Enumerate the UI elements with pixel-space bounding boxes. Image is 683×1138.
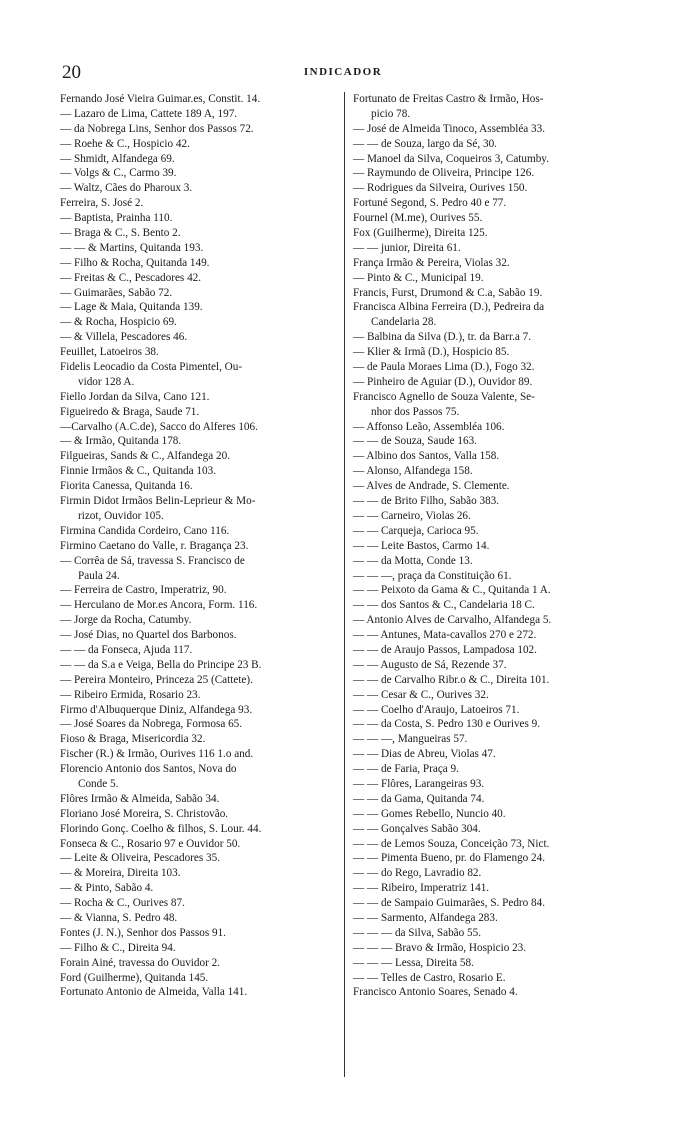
- left-column: [60, 92, 348, 1000]
- directory-entry: Fernando José Vieira Guimar.es, Constit. 14.: [60, 93, 261, 105]
- directory-entry: Floriano José Moreira, S. Christovão.: [60, 807, 229, 820]
- directory-entry: — Jorge da Rocha, Catumby.: [60, 614, 192, 627]
- directory-entry: — — Sarmento, Alfandega 283.: [353, 911, 498, 924]
- directory-entry: — Pinto & C., Municipal 19.: [353, 271, 484, 284]
- directory-entry: — Klier & Irmã (D.), Hospicio 85.: [353, 346, 510, 359]
- directory-entry: — Corrêa de Sá, travessa S. Francisco de: [60, 554, 245, 567]
- directory-entry: — — Coelho d'Araujo, Latoeiros 71.: [353, 703, 520, 716]
- page-title: INDICADOR: [303, 66, 383, 78]
- directory-entry: Fonseca & C., Rosario 97 e Ouvidor 50.: [60, 837, 241, 850]
- directory-entry: Firmin Didot Irmãos Belin-Leprieur & Mo-: [60, 495, 256, 508]
- directory-entry: — — da Gama, Quitanda 74.: [353, 792, 485, 805]
- directory-entry: — Antonio Alves de Carvalho, Alfandega 5.: [353, 614, 552, 627]
- directory-entry: Francisco Antonio Soares, Senado 4.: [353, 986, 518, 999]
- directory-entry: — Pereira Monteiro, Princeza 25 (Cattete).: [60, 673, 253, 686]
- directory-entry: — — Gonçalves Sabão 304.: [353, 822, 481, 835]
- directory-entry: — Baptista, Prainha 110.: [60, 212, 173, 225]
- directory-entry: Firmo d'Albuquerque Diniz, Alfandega 93.: [60, 703, 253, 716]
- directory-entry: Francisco Agnello de Souza Valente, Se-: [353, 390, 535, 403]
- directory-entry: Fox (Guilherme), Direita 125.: [353, 227, 488, 240]
- directory-entry: — — do Rego, Lavradio 82.: [353, 867, 482, 880]
- directory-entry: — — de Brito Filho, Sabão 383.: [353, 495, 500, 508]
- directory-entry: — — da Motta, Conde 13.: [353, 554, 473, 567]
- directory-entry: Fiorita Canessa, Quitanda 16.: [60, 480, 193, 493]
- directory-entry: — — Augusto de Sá, Rezende 37.: [353, 658, 507, 671]
- directory-entry: — Alves de Andrade, S. Clemente.: [353, 480, 510, 493]
- directory-entry: — José de Almeida Tinoco, Assembléa 33.: [353, 122, 546, 135]
- directory-entry: Forain Ainé, travessa do Ouvidor 2.: [60, 956, 221, 969]
- right-column: [349, 92, 641, 1000]
- directory-entry: — Filho & Rocha, Quitanda 149.: [60, 256, 210, 269]
- directory-entry: — Balbina da Silva (D.), tr. da Barr.a 7.: [353, 331, 532, 344]
- directory-entry: — Rodrigues da Silveira, Ourives 150.: [353, 182, 528, 195]
- directory-entry: — — Cesar & C., Ourives 32.: [353, 688, 489, 701]
- directory-entry: — Alonso, Alfandega 158.: [353, 465, 473, 478]
- directory-entry: nhor dos Passos 75.: [371, 405, 460, 418]
- column-divider: [344, 92, 345, 1077]
- directory-entry: — — — Lessa, Direita 58.: [353, 956, 474, 969]
- directory-entry: — & Vianna, S. Pedro 48.: [60, 911, 178, 924]
- directory-entry: Filgueiras, Sands & C., Alfandega 20.: [60, 450, 230, 463]
- directory-entry: — Lazaro de Lima, Cattete 189 A, 197.: [60, 107, 238, 120]
- directory-entry: —Carvalho (A.C.de), Sacco do Alferes 106.: [60, 420, 258, 433]
- directory-entry: — Raymundo de Oliveira, Principe 126.: [353, 167, 535, 180]
- directory-entry: Fioso & Braga, Misericordia 32.: [60, 733, 206, 746]
- directory-entry: — — de Sampaio Guimarães, S. Pedro 84.: [353, 897, 546, 910]
- directory-entry: — — Ribeiro, Imperatriz 141.: [353, 882, 490, 895]
- directory-entry: — — — Bravo & Irmão, Hospicio 23.: [353, 941, 527, 954]
- directory-entry: — Waltz, Cães do Pharoux 3.: [60, 182, 193, 195]
- directory-entry: — Ribeiro Ermida, Rosario 23.: [60, 688, 201, 701]
- directory-entry: Florencio Antonio dos Santos, Nova do: [60, 763, 237, 776]
- directory-entry: — Rocha & C., Ourives 87.: [60, 897, 185, 910]
- directory-entry: — — Antunes, Mata-cavallos 270 e 272.: [353, 629, 537, 642]
- directory-entry: Firmino Caetano do Valle, r. Bragança 23.: [60, 539, 249, 552]
- directory-entry: — — —, praça da Constituição 61.: [353, 569, 512, 582]
- directory-entry: — da Nobrega Lins, Senhor dos Passos 72.: [60, 122, 254, 135]
- directory-entry: — Braga & C., S. Bento 2.: [60, 227, 181, 240]
- directory-entry: — Freitas & C., Pescadores 42.: [60, 271, 202, 284]
- directory-entry: Fournel (M.me), Ourives 55.: [353, 212, 483, 225]
- directory-entry: — Pinheiro de Aguiar (D.), Ouvidor 89.: [353, 375, 533, 388]
- directory-entry: — — Carneiro, Violas 26.: [353, 509, 471, 522]
- directory-entry: — — —, Mangueiras 57.: [353, 733, 468, 746]
- directory-entry: — — Carqueja, Carioca 95.: [353, 524, 479, 537]
- directory-entry: — Leite & Oliveira, Pescadores 35.: [60, 852, 220, 865]
- directory-entry: — de Paula Moraes Lima (D.), Fogo 32.: [353, 361, 535, 374]
- directory-entry: vidor 128 A.: [78, 375, 135, 388]
- directory-entry: — — Leite Bastos, Carmo 14.: [353, 539, 490, 552]
- directory-entry: — & Villela, Pescadores 46.: [60, 331, 188, 344]
- directory-entry: Figueiredo & Braga, Saude 71.: [60, 405, 200, 418]
- directory-entry: — Ferreira de Castro, Imperatriz, 90.: [60, 584, 227, 597]
- directory-entry: — — dos Santos & C., Candelaria 18 C.: [353, 599, 535, 612]
- directory-entry: — Filho & C., Direita 94.: [60, 941, 176, 954]
- directory-entry: Florindo Gonç. Coelho & filhos, S. Lour. 44.: [60, 822, 262, 835]
- directory-entry: picio 78.: [371, 107, 411, 120]
- directory-entry: — — de Araujo Passos, Lampadosa 102.: [353, 643, 537, 656]
- directory-entry: — — de Lemos Souza, Conceição 73, Nict.: [353, 837, 550, 850]
- directory-entry: Fortuné Segond, S. Pedro 40 e 77.: [353, 197, 507, 210]
- directory-entry: — — de Faria, Praça 9.: [353, 763, 459, 776]
- directory-entry: — Manoel da Silva, Coqueiros 3, Catumby.: [353, 152, 549, 165]
- directory-entry: — Affonso Leão, Assembléa 106.: [353, 420, 505, 433]
- directory-entry: França Irmão & Pereira, Violas 32.: [353, 256, 510, 269]
- directory-entry: Fiello Jordan da Silva, Cano 121.: [60, 390, 210, 403]
- directory-entry: Flôres Irmão & Almeida, Sabão 34.: [60, 792, 220, 805]
- directory-entry: — — junior, Direita 61.: [353, 241, 461, 254]
- directory-entry: rizot, Ouvidor 105.: [78, 509, 164, 522]
- directory-entry: — — de Carvalho Ribr.o & C., Direita 101.: [353, 673, 550, 686]
- directory-entry: Fidelis Leocadio da Costa Pimentel, Ou-: [60, 361, 243, 374]
- directory-entry: — Roehe & C., Hospicio 42.: [60, 137, 190, 150]
- directory-entry: — — Telles de Castro, Rosario E.: [353, 971, 506, 984]
- directory-entry: Feuillet, Latoeiros 38.: [60, 346, 159, 359]
- directory-entry: Paula 24.: [78, 569, 120, 582]
- directory-entry: — — de Souza, Saude 163.: [353, 435, 477, 448]
- directory-entry: — — Gomes Rebello, Nuncio 40.: [353, 807, 506, 820]
- directory-entry: Finnie Irmãos & C., Quitanda 103.: [60, 465, 216, 478]
- directory-entry: — — da Costa, S. Pedro 130 e Ourives 9.: [353, 718, 541, 731]
- directory-entry: — — Pimenta Bueno, pr. do Flamengo 24.: [353, 852, 546, 865]
- directory-entry: — Shmidt, Alfandega 69.: [60, 152, 175, 165]
- directory-entry: Candelaria 28.: [371, 316, 437, 329]
- directory-entry: Fortunato de Freitas Castro & Irmão, Hos-: [353, 93, 544, 105]
- directory-entry: — José Dias, no Quartel dos Barbonos.: [60, 629, 237, 642]
- page-number: 20: [62, 62, 81, 83]
- directory-entry: — — Dias de Abreu, Violas 47.: [353, 748, 496, 761]
- directory-entry: Fischer (R.) & Irmão, Ourives 116 1.o and.: [60, 748, 254, 761]
- directory-entry: — Guimarães, Sabão 72.: [60, 286, 173, 299]
- directory-entry: Conde 5.: [78, 777, 119, 790]
- directory-entry: — & Irmão, Quitanda 178.: [60, 435, 182, 448]
- directory-entry: Ford (Guilherme), Quitanda 145.: [60, 971, 209, 984]
- directory-entry: — & Moreira, Direita 103.: [60, 867, 181, 880]
- directory-entry: — — da S.a e Veiga, Bella do Principe 23 B.: [60, 658, 262, 671]
- directory-entry: — Lage & Maia, Quitanda 139.: [60, 301, 203, 314]
- directory-entry: — Herculano de Mor.es Ancora, Form. 116.: [60, 599, 258, 612]
- directory-entry: Fortunato Antonio de Almeida, Valla 141.: [60, 986, 248, 999]
- directory-entry: — Albino dos Santos, Valla 158.: [353, 450, 500, 463]
- directory-entry: Firmina Candida Cordeiro, Cano 116.: [60, 524, 230, 537]
- directory-entry: — — & Martins, Quitanda 193.: [60, 241, 204, 254]
- page-header: [58, 62, 628, 84]
- directory-entry: — — Peixoto da Gama & C., Quitanda 1 A.: [353, 584, 551, 597]
- directory-entry: — — — da Silva, Sabão 55.: [353, 926, 482, 939]
- directory-entry: — — de Souza, largo da Sé, 30.: [353, 137, 497, 150]
- directory-entry: — José Soares da Nobrega, Formosa 65.: [60, 718, 243, 731]
- directory-entry: — — da Fonseca, Ajuda 117.: [60, 643, 193, 656]
- directory-entry: Fontes (J. N.), Senhor dos Passos 91.: [60, 926, 226, 939]
- directory-entry: — & Rocha, Hospicio 69.: [60, 316, 177, 329]
- directory-entry: Francisca Albina Ferreira (D.), Pedreira da: [353, 301, 545, 314]
- directory-entry: — & Pinto, Sabão 4.: [60, 882, 154, 895]
- directory-entry: — — Flôres, Larangeiras 93.: [353, 777, 485, 790]
- directory-entry: Francis, Furst, Drumond & C.a, Sabão 19.: [353, 286, 543, 299]
- directory-entry: Ferreira, S. José 2.: [60, 197, 144, 210]
- directory-entry: — Volgs & C., Carmo 39.: [60, 167, 177, 180]
